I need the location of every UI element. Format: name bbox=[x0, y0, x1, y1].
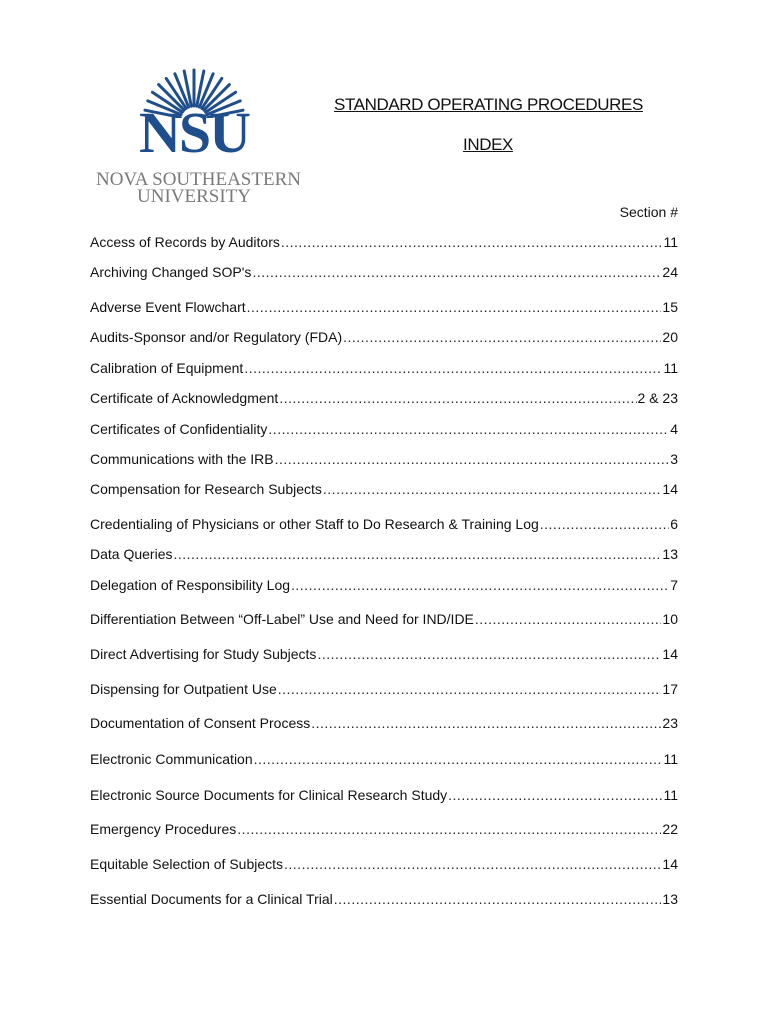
index-entry-section-number: 24 bbox=[662, 264, 678, 280]
index-entry-section-number: 6 bbox=[670, 516, 678, 532]
index-entry bbox=[90, 233, 678, 251]
index-entry-section-number: 13 bbox=[662, 546, 678, 562]
index-entry-label: Certificate of Acknowledgment bbox=[90, 390, 279, 406]
dot-leader bbox=[284, 855, 661, 873]
index-entry bbox=[90, 786, 678, 804]
index-entry-section-number: 7 bbox=[670, 577, 678, 593]
dot-leader bbox=[278, 680, 662, 698]
index-entry-label: Data Queries bbox=[90, 546, 173, 562]
index-entry-label: Direct Advertising for Study Subjects bbox=[90, 646, 317, 662]
index-list bbox=[90, 0, 680, 1024]
dot-leader bbox=[247, 298, 662, 316]
index-entry-section-number: 20 bbox=[662, 329, 678, 345]
index-entry bbox=[90, 576, 678, 594]
dot-leader bbox=[343, 328, 661, 346]
index-entry-label: Documentation of Consent Process bbox=[90, 715, 311, 731]
index-entry bbox=[90, 680, 678, 698]
index-entry bbox=[90, 359, 678, 377]
index-entry-section-number: 3 bbox=[670, 451, 678, 467]
dot-leader bbox=[237, 820, 661, 838]
index-entry bbox=[90, 515, 678, 533]
dot-leader bbox=[252, 263, 661, 281]
index-entry bbox=[90, 645, 678, 663]
index-entry-section-number: 14 bbox=[662, 646, 678, 662]
dot-leader bbox=[311, 714, 661, 732]
index-entry-section-number: 11 bbox=[663, 787, 678, 803]
dot-leader bbox=[334, 890, 662, 908]
index-entry-section-number: 15 bbox=[662, 299, 678, 315]
index-entry-label: Dispensing for Outpatient Use bbox=[90, 681, 277, 697]
index-entry-label: Electronic Source Documents for Clinical Research Study bbox=[90, 787, 448, 803]
index-entry-label: Emergency Procedures bbox=[90, 821, 237, 837]
index-entry bbox=[90, 855, 678, 873]
index-entry bbox=[90, 263, 678, 281]
dot-leader bbox=[279, 389, 636, 407]
dot-leader bbox=[268, 420, 669, 438]
index-entry-section-number: 10 bbox=[662, 611, 678, 627]
dot-leader bbox=[244, 359, 662, 377]
index-entry-section-number: 4 bbox=[670, 421, 678, 437]
dot-leader bbox=[254, 750, 663, 768]
dot-leader bbox=[475, 610, 662, 628]
index-entry bbox=[90, 420, 678, 438]
index-entry bbox=[90, 389, 678, 407]
index-entry-section-number: 22 bbox=[662, 821, 678, 837]
index-entry-label: Equitable Selection of Subjects bbox=[90, 856, 284, 872]
index-entry-label: Essential Documents for a Clinical Trial bbox=[90, 891, 333, 907]
index-entry-section-number: 2 & 23 bbox=[637, 390, 678, 406]
index-entry-section-number: 14 bbox=[662, 856, 678, 872]
dot-leader bbox=[281, 233, 663, 251]
index-entry-label: Audits-Sponsor and/or Regulatory (FDA) bbox=[90, 329, 343, 345]
document-subtitle: INDEX bbox=[463, 135, 513, 154]
index-entry-label: Compensation for Research Subjects bbox=[90, 481, 322, 497]
index-entry bbox=[90, 450, 678, 468]
index-entry-section-number: 13 bbox=[662, 891, 678, 907]
index-entry-label: Electronic Communication bbox=[90, 751, 253, 767]
index-entry-section-number: 11 bbox=[663, 360, 678, 376]
dot-leader bbox=[448, 786, 662, 804]
index-entry-section-number: 14 bbox=[662, 481, 678, 497]
index-entry-label: Access of Records by Auditors bbox=[90, 234, 280, 250]
index-entry bbox=[90, 480, 678, 498]
index-entry-label: Differentiation Between “Off-Label” Use and Need for IND/IDE bbox=[90, 611, 474, 627]
dot-leader bbox=[173, 545, 661, 563]
dot-leader bbox=[317, 645, 661, 663]
index-entry bbox=[90, 545, 678, 563]
document-title: STANDARD OPERATING PROCEDURES bbox=[334, 95, 643, 114]
index-entry-label: Communications with the IRB bbox=[90, 451, 274, 467]
index-entry-label: Calibration of Equipment bbox=[90, 360, 244, 376]
index-entry-label: Delegation of Responsibility Log bbox=[90, 577, 291, 593]
section-column-header: Section # bbox=[619, 204, 678, 220]
index-entry bbox=[90, 714, 678, 732]
index-entry bbox=[90, 610, 678, 628]
index-entry-label: Archiving Changed SOP's bbox=[90, 264, 252, 280]
logo-name-line-1: NOVA SOUTHEASTERN bbox=[96, 169, 301, 190]
dot-leader bbox=[275, 450, 670, 468]
dot-leader bbox=[323, 480, 662, 498]
index-entry-section-number: 23 bbox=[662, 715, 678, 731]
index-entry-label: Adverse Event Flowchart bbox=[90, 299, 246, 315]
index-entry bbox=[90, 750, 678, 768]
logo-abbreviation: NSU bbox=[138, 100, 250, 165]
dot-leader bbox=[540, 515, 669, 533]
index-entry bbox=[90, 298, 678, 316]
index-entry-section-number: 11 bbox=[663, 234, 678, 250]
index-entry bbox=[90, 820, 678, 838]
index-entry bbox=[90, 328, 678, 346]
index-entry-label: Credentialing of Physicians or other Staff to Do Research & Training Log bbox=[90, 516, 539, 532]
index-entry-label: Certificates of Confidentiality bbox=[90, 421, 268, 437]
index-entry bbox=[90, 890, 678, 908]
index-entry-section-number: 11 bbox=[663, 751, 678, 767]
logo-name-line-2: UNIVERSITY bbox=[137, 186, 251, 207]
index-entry-section-number: 17 bbox=[662, 681, 678, 697]
dot-leader bbox=[291, 576, 669, 594]
